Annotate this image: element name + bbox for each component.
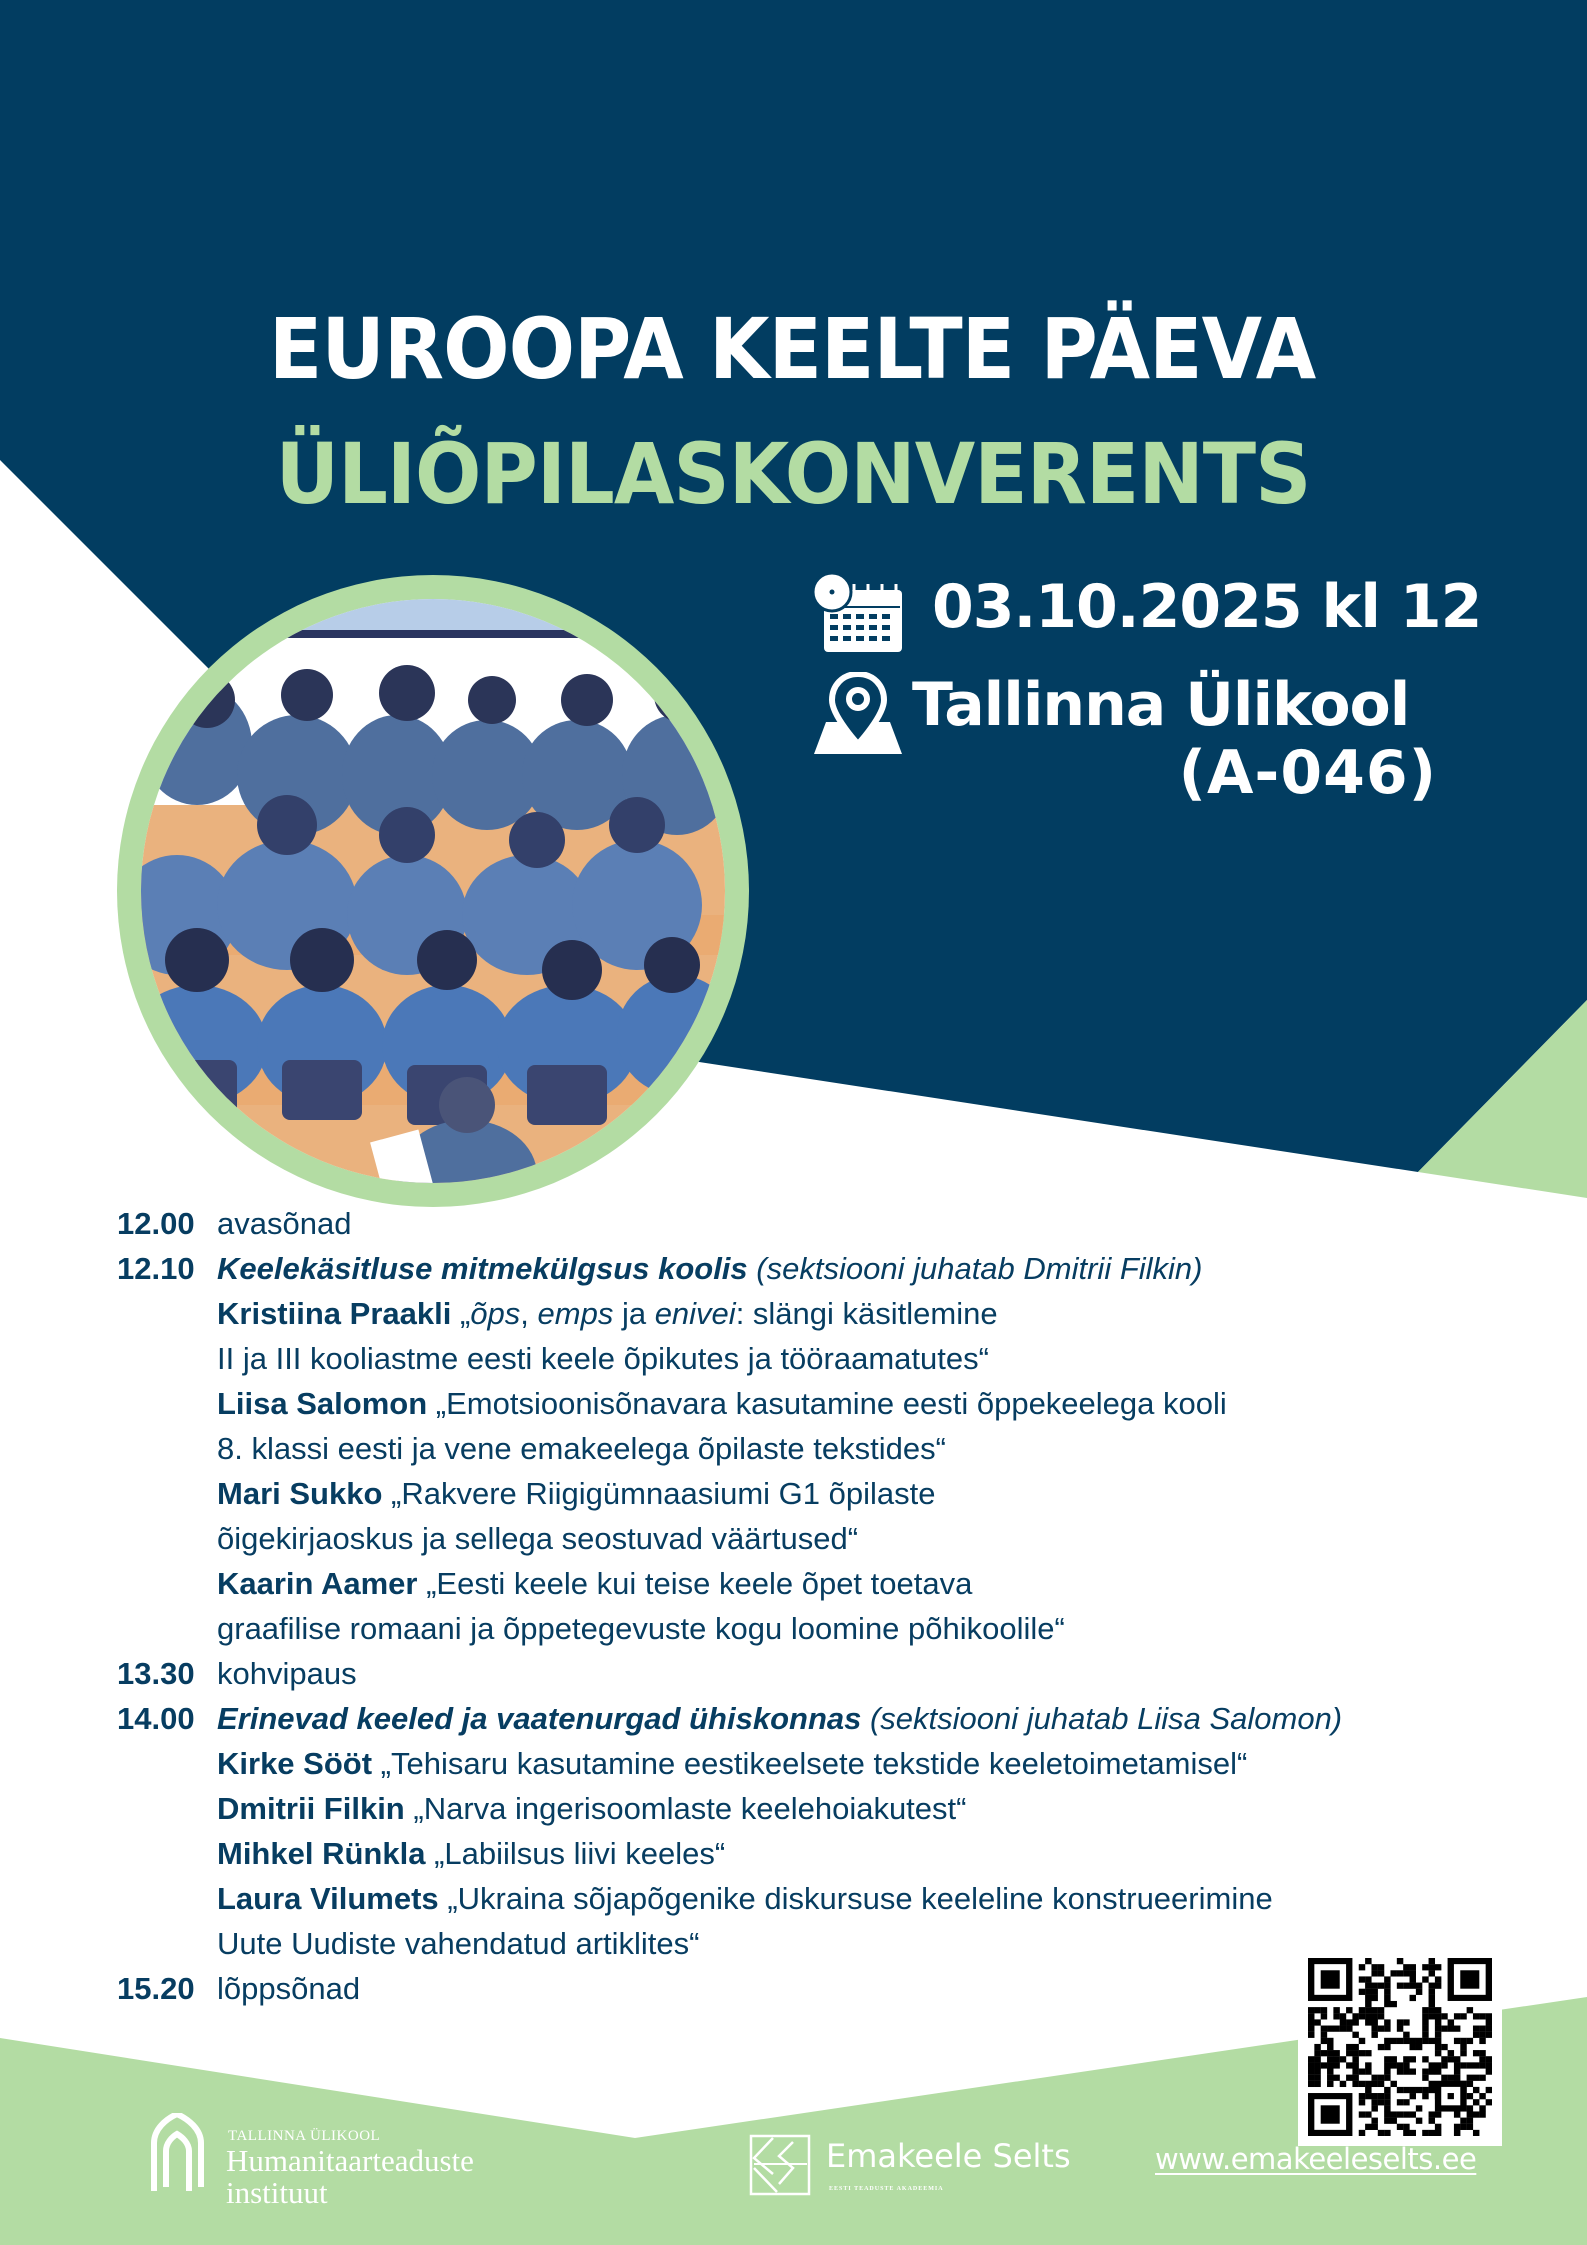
talk-title-cont: õigekirjaoskus ja sellega seostuvad väärtused“ — [217, 1521, 859, 1556]
schedule-row — [117, 1201, 1417, 1246]
talk-title: „Ukraina sõjapõgenike diskursuse keeleline konstrueerimine — [447, 1881, 1273, 1916]
title-line-2: ÜLIÕPILASKONVERENTS — [275, 425, 1311, 523]
talk-term: õps — [470, 1296, 521, 1331]
talk-title: „Rakvere Riigigümnaasiumi G1 õpilaste — [391, 1476, 936, 1511]
map-pin-icon — [812, 672, 904, 756]
tlu-institute-line2: instituut — [226, 2175, 328, 2210]
schedule-time: 14.00 — [117, 1701, 195, 1736]
schedule-time: 13.30 — [117, 1656, 195, 1691]
session-chair: (sektsiooni juhatab Dmitrii Filkin) — [756, 1251, 1203, 1286]
schedule-row — [117, 1696, 1417, 1741]
schedule-time: 15.20 — [117, 1971, 195, 2006]
session-title: Keelekäsitluse mitmekülgsus koolis — [217, 1251, 748, 1286]
talk-row — [117, 1426, 1417, 1471]
emakeele-selts-subtitle: EESTI TEADUSTE AKADEEMIA — [829, 2186, 944, 2192]
talk-row — [117, 1786, 1417, 1831]
talk-row — [117, 1741, 1417, 1786]
talk-row — [117, 1291, 1417, 1336]
talk-title: „Emotsioonisõnavara kasutamine eesti õppekeelega kooli — [435, 1386, 1227, 1421]
session-title: Erinevad keeled ja vaatenurgad ühiskonnas — [217, 1701, 862, 1736]
event-room: (A-046) — [1178, 738, 1437, 808]
talk-row — [117, 1921, 1417, 1966]
schedule-time: 12.10 — [117, 1251, 195, 1286]
schedule-item: lõppsõnad — [217, 1971, 361, 2006]
tlu-institute-line1: Humanitaarteaduste — [226, 2143, 474, 2178]
talk-title: „Narva ingerisoomlaste keelehoiakutest“ — [413, 1791, 967, 1826]
talk-title-cont: Uute Uudiste vahendatud artiklites“ — [217, 1926, 700, 1961]
speaker-name: Mihkel Rünkla — [217, 1836, 426, 1871]
schedule-item: kohvipaus — [217, 1656, 357, 1691]
schedule-item: avasõnad — [217, 1206, 352, 1241]
emakeele-selts-name: Emakeele Selts — [826, 2137, 1071, 2175]
talk-title: „Eesti keele kui teise keele õpet toetava — [426, 1566, 973, 1601]
talk-quote-open: „ — [459, 1296, 471, 1331]
speaker-name: Kaarin Aamer — [217, 1566, 418, 1601]
talk-row — [117, 1381, 1417, 1426]
speaker-name: Liisa Salomon — [217, 1386, 428, 1421]
talk-title: „Labiilsus liivi keeles“ — [434, 1836, 726, 1871]
talk-row — [117, 1516, 1417, 1561]
tlu-university-name: TALLINNA ÜLIKOOL — [228, 2128, 381, 2144]
talk-row — [117, 1831, 1417, 1876]
emakeele-selts-logo-icon — [749, 2134, 811, 2196]
talk-row — [117, 1471, 1417, 1516]
schedule-row — [117, 1246, 1417, 1291]
session-chair: (sektsiooni juhatab Liisa Salomon) — [869, 1701, 1343, 1736]
talk-title-cont: graafilise romaani ja õppetegevuste kogu loomine põhikoolile“ — [217, 1611, 1065, 1646]
website-link[interactable]: www.emakeeleselts.ee — [1155, 2142, 1477, 2176]
schedule-row — [117, 1651, 1417, 1696]
speaker-name: Laura Vilumets — [217, 1881, 439, 1916]
event-date: 03.10.2025 kl 12 — [932, 572, 1482, 642]
talk-row — [117, 1606, 1417, 1651]
talk-title: : slängi käsitlemine — [735, 1296, 998, 1331]
calendar-clock-icon — [812, 572, 904, 654]
speaker-name: Mari Sukko — [217, 1476, 383, 1511]
talk-separator: ja — [613, 1296, 655, 1331]
talk-separator: , — [520, 1296, 538, 1331]
schedule-time: 12.00 — [117, 1206, 195, 1241]
speaker-name: Kirke Sööt — [217, 1746, 373, 1781]
talk-title-cont: II ja III kooliastme eesti keele õpikutes ja tööraamatutes“ — [217, 1341, 989, 1376]
tallinn-university-arch-logo — [150, 2113, 205, 2193]
event-location: Tallinna Ülikool — [912, 670, 1410, 740]
talk-title: „Tehisaru kasutamine eestikeelsete tekstide keeletoimetamisel“ — [380, 1746, 1248, 1781]
schedule-row — [117, 1966, 1417, 2011]
qr-code-icon — [1308, 1958, 1492, 2136]
talk-row — [117, 1876, 1417, 1921]
talk-term: enivei — [654, 1296, 736, 1331]
qr-code[interactable] — [1298, 1948, 1502, 2146]
talk-term: emps — [537, 1296, 614, 1331]
schedule — [117, 1201, 1417, 2011]
speaker-name: Dmitrii Filkin — [217, 1791, 405, 1826]
talk-title-cont: 8. klassi eesti ja vene emakeelega õpilaste tekstides“ — [217, 1431, 946, 1466]
talk-row — [117, 1336, 1417, 1381]
speaker-name: Kristiina Praakli — [217, 1296, 452, 1331]
talk-row — [117, 1561, 1417, 1606]
audience-illustration — [117, 575, 749, 1207]
title-line-1: EUROOPA KEELTE PÄEVA — [268, 300, 1316, 398]
